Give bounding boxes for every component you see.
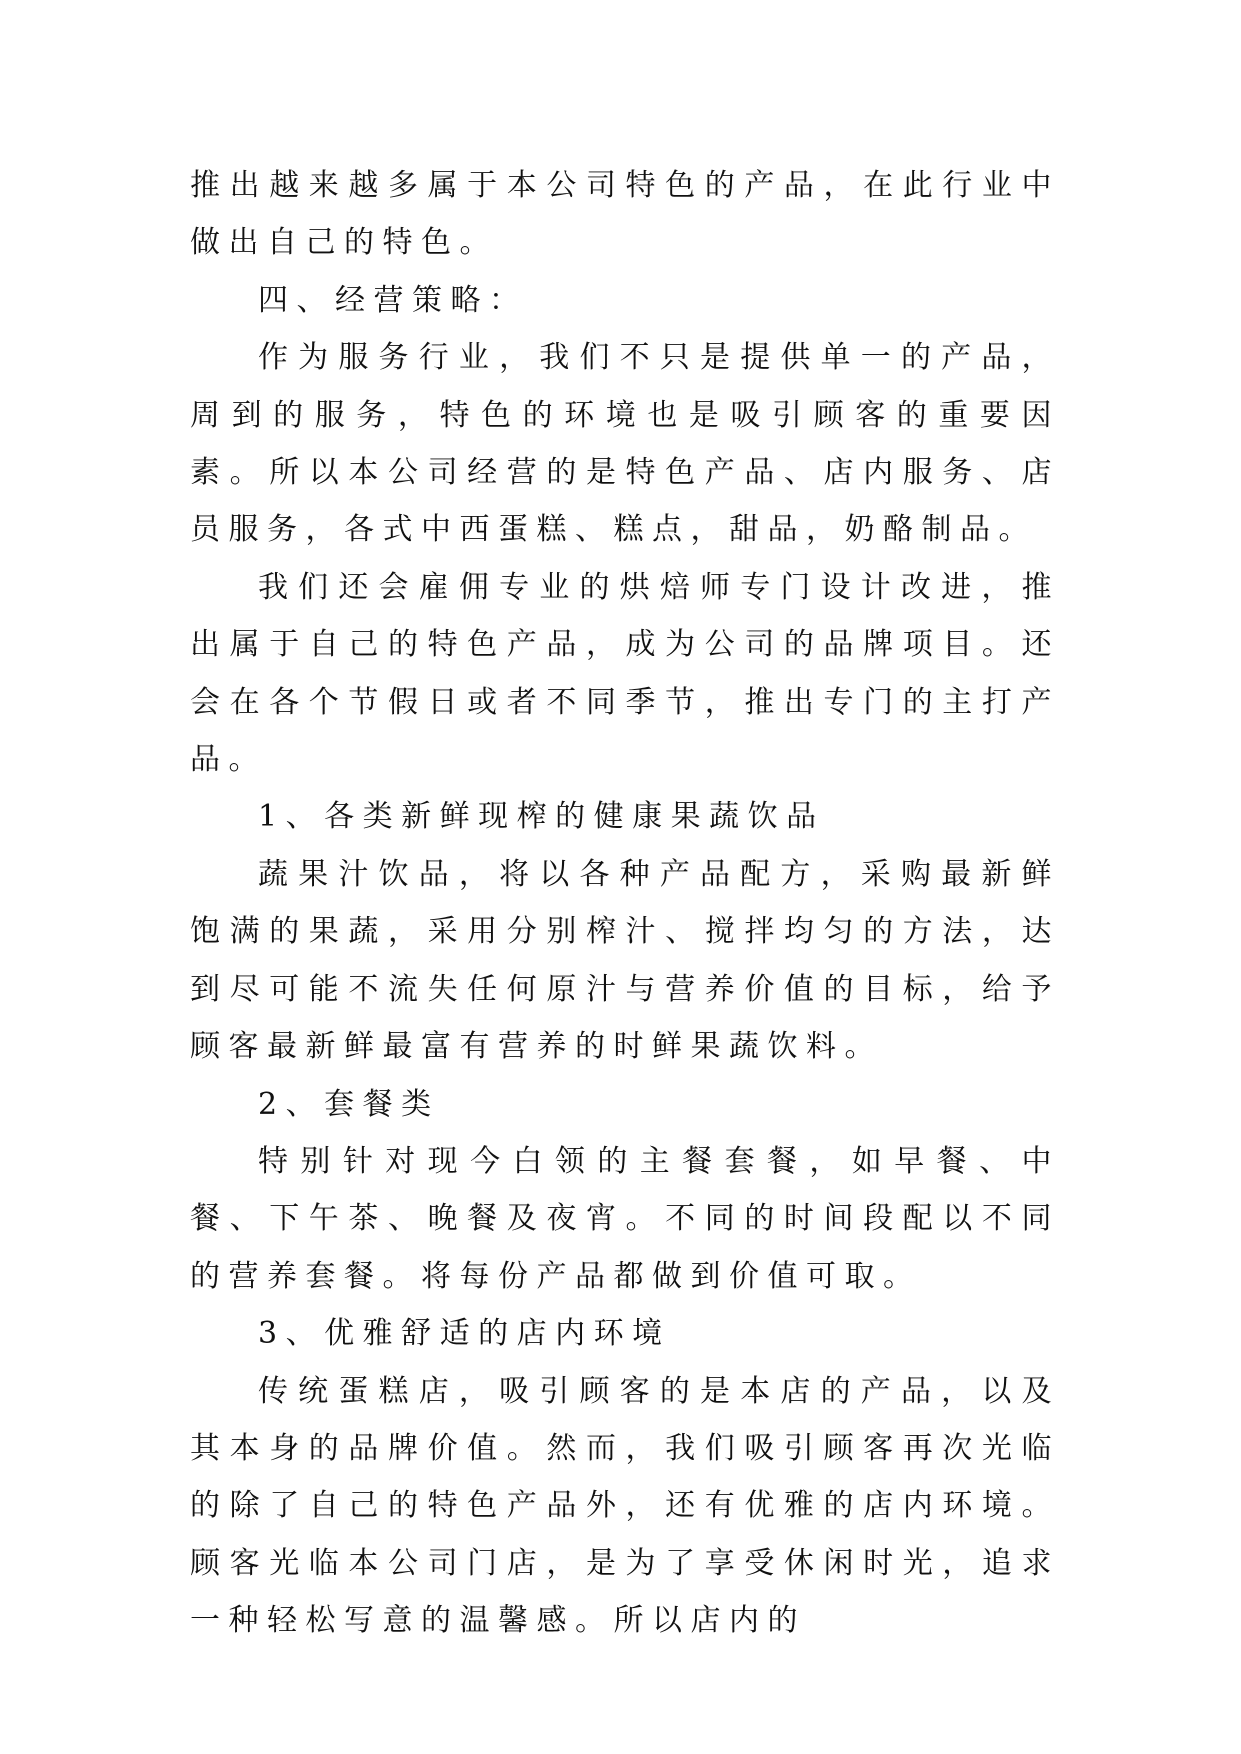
section-heading-business-strategy: 四、经营策略： [258,282,528,318]
subheading-juice-drinks: 1、各类新鲜现榨的健康果蔬饮品 [258,799,825,835]
document-body [190,157,1060,1650]
paragraph-service-industry: 作为服务行业，我们不只是提供单一的产品，周到的服务，特色的环境也是吸引顾客的重要因素。所以本公司经营的是特色产品、店内服务、店员服务，各式中西蛋糕、糕点，甜品，奶酪制品。 [190,340,1060,548]
paragraph-juice-drinks: 蔬果汁饮品，将以各种产品配方，采购最新鲜饱满的果蔬，采用分别榨汁、搅拌均匀的方法，达到尽可能不流失任何原汁与营养价值的目标，给予顾客最新鲜最富有营养的时鲜果蔬饮料。 [190,856,1060,1065]
paragraph-bakers: 我们还会雇佣专业的烘焙师专门设计改进，推出属于自己的特色产品，成为公司的品牌项目。还会在各个节假日或者不同季节，推出专门的主打产品。 [190,569,1060,778]
paragraph-set-meals: 特别针对现今白领的主餐套餐，如早餐、中餐、下午茶、晚餐及夜宵。不同的时间段配以不同的营养套餐。将每份产品都做到价值可取。 [190,1143,1060,1294]
subheading-store-environment: 3、优雅舒适的店内环境 [258,1316,671,1352]
paragraph-store-environment: 传统蛋糕店，吸引顾客的是本店的产品，以及其本身的品牌价值。然而，我们吸引顾客再次光临的除了自己的特色产品外，还有优雅的店内环境。顾客光临本公司门店，是为了享受休闲时光，追求一种轻松写意的温馨感。所以店内的 [190,1373,1060,1639]
subheading-set-meals: 2、套餐类 [258,1086,440,1122]
paragraph-continuation: 推出越来越多属于本公司特色的产品，在此行业中做出自己的特色。 [190,168,1060,261]
